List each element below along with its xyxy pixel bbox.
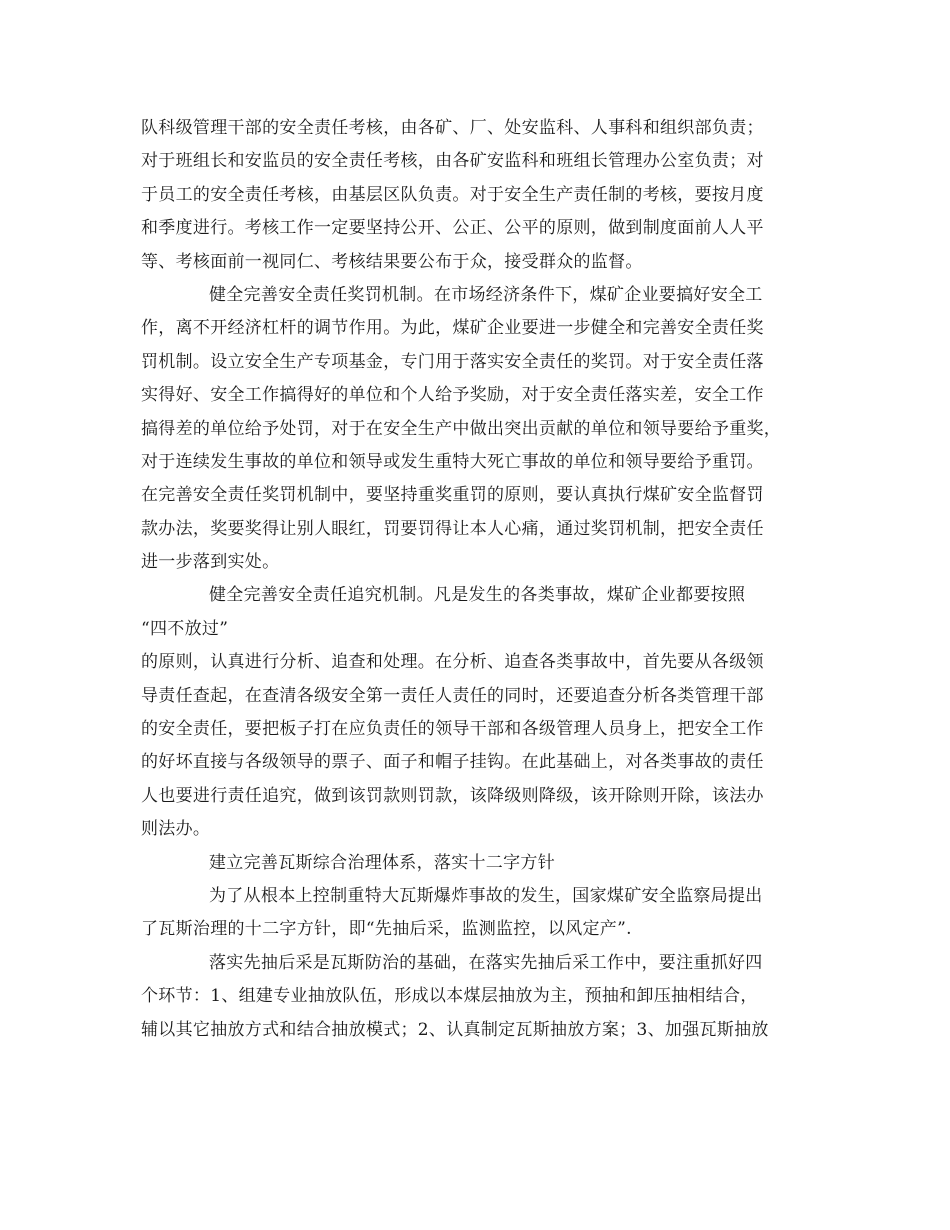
text-line: 健全完善安全责任奖罚机制。在市场经济条件下，煤矿企业要搞好安全工 [209,284,763,305]
text-line: 搞得差的单位给予处罚，对于在安全生产中做出突出贡献的单位和领导要给予重奖， [141,418,782,439]
text-line: 作，离不开经济杠杆的调节作用。为此，煤矿企业要进一步健全和完善安全责任奖 [141,318,764,339]
text-line: 落实先抽后采是瓦斯防治的基础，在落实先抽后采工作中，要注重抓好四 [209,952,763,973]
text-line: 在完善安全责任奖罚机制中，要坚持重奖重罚的原则，要认真执行煤矿安全监督罚 [141,485,764,506]
text-line: 队科级管理干部的安全责任考核，由各矿、厂、处安监科、人事科和组织部负责； [141,118,764,138]
text-line: “四不放过” [141,618,229,639]
text-line: 罚机制。设立安全生产专项基金，专门用于落实安全责任的奖罚。对于安全责任落 [141,351,764,372]
text-line: 的原则，认真进行分析、追查和处理。在分析、追查各类事故中，首先要从各级领 [141,652,764,673]
text-line: 于员工的安全责任考核，由基层区队负责。对于安全生产责任制的考核，要按月度 [141,184,764,205]
text-line: 对于班组长和安监员的安全责任考核，由各矿安监科和班组长管理办公室负责；对 [141,151,764,172]
text-line: 辅以其它抽放方式和结合抽放模式；2、认真制定瓦斯抽放方案；3、加强瓦斯抽放 [141,1019,769,1040]
text-line: 对于连续发生事故的单位和领导或发生重特大死亡事故的单位和领导要给予重罚。 [141,451,764,472]
text-line: 导责任查起，在查清各级安全第一责任人责任的同时，还要追查分析各类管理干部 [141,685,764,706]
text-line: 款办法，奖要奖得让别人眼红，罚要罚得让本人心痛，通过奖罚机制，把安全责任 [141,518,764,539]
text-line: 的好坏直接与各级领导的票子、面子和帽子挂钩。在此基础上，对各类事故的责任 [141,752,764,773]
text-line: 和季度进行。考核工作一定要坚持公开、公正、公平的原则，做到制度面前人人平 [141,218,764,239]
text-line: 健全完善安全责任追究机制。凡是发生的各类事故，煤矿企业都要按照 [209,585,746,606]
text-line: 则法办。 [141,819,211,840]
text-line: 了瓦斯治理的十二字方针，即“先抽后采，监测监控，以风定产”. [141,919,632,940]
text-line: 的安全责任，要把板子打在应负责任的领导干部和各级管理人员身上，把安全工作 [141,719,764,740]
text-line: 为了从根本上控制重特大瓦斯爆炸事故的发生，国家煤矿安全监察局提出 [209,885,763,906]
text-line: 人也要进行责任追究，做到该罚款则罚款，该降级则降级，该开除则开除，该法办 [141,785,764,806]
document-body [141,112,821,1047]
text-line: 进一步落到实处。 [141,552,280,573]
text-line: 等、考核面前一视同仁、考核结果要公布于众，接受群众的监督。 [141,251,643,272]
text-line: 实得好、安全工作搞得好的单位和个人给予奖励，对于安全责任落实差，安全工作 [141,385,764,406]
text-line: 建立完善瓦斯综合治理体系，落实十二字方针 [209,852,555,873]
text-line: 个环节：1、组建专业抽放队伍，形成以本煤层抽放为主，预抽和卸压抽相结合， [141,986,758,1007]
